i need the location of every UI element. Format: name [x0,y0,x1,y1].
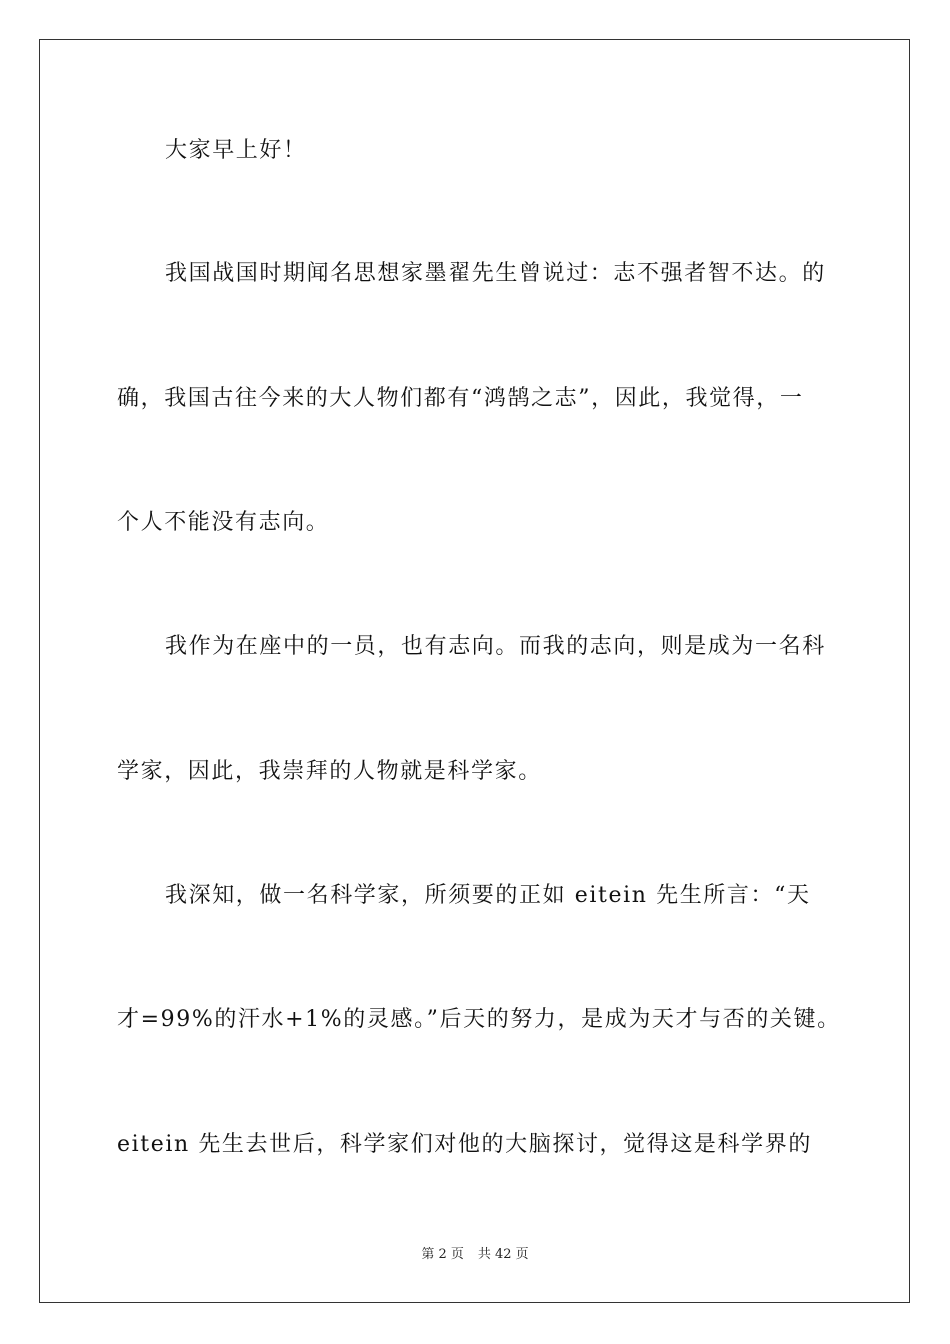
text-line: 学家，因此，我崇拜的人物就是科学家。 [117,759,542,784]
text-line: 我深知，做一名科学家，所须要的正如 eitein 先生所言：“天 [165,883,811,908]
text-line: 个人不能没有志向。 [117,510,330,535]
text-line-greeting: 大家早上好！ [165,138,307,163]
text-line: 我国战国时期闻名思想家墨翟先生曾说过：志不强者智不达。的 [165,261,826,286]
text-line: eitein 先生去世后，科学家们对他的大脑探讨，觉得这是科学界的 [117,1132,812,1157]
page-footer [0,1246,950,1264]
text-line: 才=99%的汗水+1%的灵感。”后天的努力，是成为天才与否的关键。 [117,1007,841,1032]
page-border [39,39,910,1303]
text-line: 我作为在座中的一员，也有志向。而我的志向，则是成为一名科 [165,634,826,659]
page-total: 共 42 页 [477,1247,529,1262]
text-line: 确，我国古往今来的大人物们都有“鸿鹄之志”，因此，我觉得，一 [117,386,804,411]
page-number: 第 2 页 [421,1247,464,1262]
